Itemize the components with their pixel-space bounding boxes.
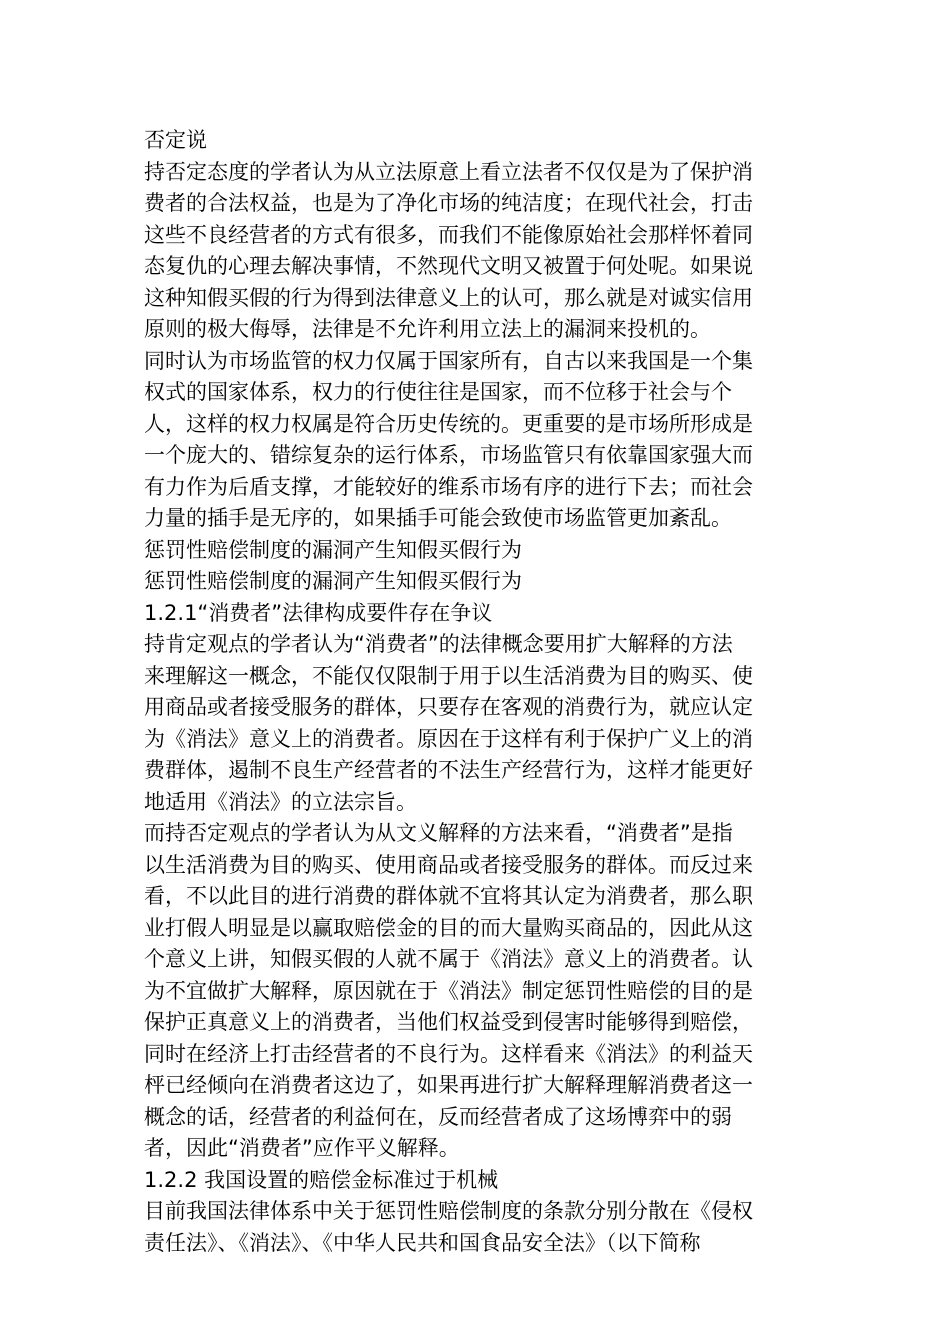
text-line: 持否定态度的学者认为从立法原意上看立法者不仅仅是为了保护消 — [144, 159, 753, 184]
text-line: 目前我国法律体系中关于惩罚性赔偿制度的条款分别分散在《侵权 — [144, 1199, 753, 1223]
text-line: 枰已经倾向在消费者这边了，如果再进行扩大解释理解消费者这一 — [144, 1073, 753, 1097]
section-heading: 惩罚性赔偿制度的漏洞产生知假买假行为 — [144, 537, 522, 562]
text-line: 这种知假买假的行为得到法律意义上的认可，那么就是对诚实信用 — [144, 285, 753, 310]
text-line: 原则的极大侮辱，法律是不允许利用立法上的漏洞来投机的。 — [144, 317, 711, 341]
text-line: 地适用《消法》的立法宗旨。 — [144, 789, 417, 814]
text-line: 概念的话，经营者的利益何在，反而经营者成了这场博弈中的弱 — [144, 1104, 732, 1129]
text-line: 而持否定观点的学者认为从文义解释的方法来看，“消费者”是指 — [144, 821, 733, 845]
document-body — [144, 125, 806, 1259]
text-line: 以生活消费为目的购买、使用商品或者接受服务的群体。而反过来 — [144, 852, 753, 877]
text-line: 一个庞大的、错综复杂的运行体系，市场监管只有依靠国家强大而 — [144, 443, 753, 467]
text-line: 同时在经济上打击经营者的不良行为。这样看来《消法》的利益天 — [144, 1041, 753, 1066]
text-line: 责任法》、《消法》、《中华人民共和国食品安全法》（以下简称 — [144, 1230, 701, 1255]
section-heading: 惩罚性赔偿制度的漏洞产生知假买假行为 — [144, 569, 522, 593]
text-line: 持肯定观点的学者认为“消费者”的法律概念要用扩大解释的方法 — [144, 632, 733, 656]
subsection-heading: 1.2.2 我国设置的赔偿金标准过于机械 — [144, 1167, 499, 1192]
text-line: 业打假人明显是以赢取赔偿金的目的而大量购买商品的，因此从这 — [144, 915, 753, 940]
subsection-heading: 1.2.1“消费者”法律构成要件存在争议 — [144, 600, 493, 625]
text-line: 人，这样的权力权属是符合历史传统的。更重要的是市场所形成是 — [144, 411, 753, 436]
text-line: 有力作为后盾支撑，才能较好的维系市场有序的进行下去；而社会 — [144, 474, 753, 499]
text-line: 为《消法》意义上的消费者。原因在于这样有利于保护广义上的消 — [144, 726, 753, 751]
text-line: 力量的插手是无序的，如果插手可能会致使市场监管更加紊乱。 — [144, 506, 732, 530]
text-line: 态复仇的心理去解决事情，不然现代文明又被置于何处呢。如果说 — [144, 254, 753, 278]
section-heading: 否定说 — [144, 128, 207, 152]
text-line: 费群体，遏制不良生产经营者的不法生产经营行为，这样才能更好 — [144, 758, 753, 782]
text-line: 这些不良经营者的方式有很多，而我们不能像原始社会那样怀着同 — [144, 222, 753, 247]
text-line: 看，不以此目的进行消费的群体就不宜将其认定为消费者，那么职 — [144, 884, 753, 908]
text-line: 费者的合法权益，也是为了净化市场的纯洁度；在现代社会，打击 — [144, 191, 753, 215]
text-line: 个意义上讲，知假买假的人就不属于《消法》意义上的消费者。认 — [144, 947, 753, 971]
text-line: 者，因此“消费者”应作平义解释。 — [144, 1136, 460, 1160]
text-line: 用商品或者接受服务的群体，只要存在客观的消费行为，就应认定 — [144, 695, 753, 719]
text-line: 保护正真意义上的消费者，当他们权益受到侵害时能够得到赔偿， — [144, 1010, 753, 1034]
text-line: 权式的国家体系，权力的行使往往是国家，而不位移于社会与个 — [144, 380, 732, 404]
text-line: 来理解这一概念，不能仅仅限制于用于以生活消费为目的购买、使 — [144, 663, 753, 688]
text-line: 为不宜做扩大解释，原因就在于《消法》制定惩罚性赔偿的目的是 — [144, 978, 753, 1003]
text-line: 同时认为市场监管的权力仅属于国家所有，自古以来我国是一个集 — [144, 348, 753, 373]
